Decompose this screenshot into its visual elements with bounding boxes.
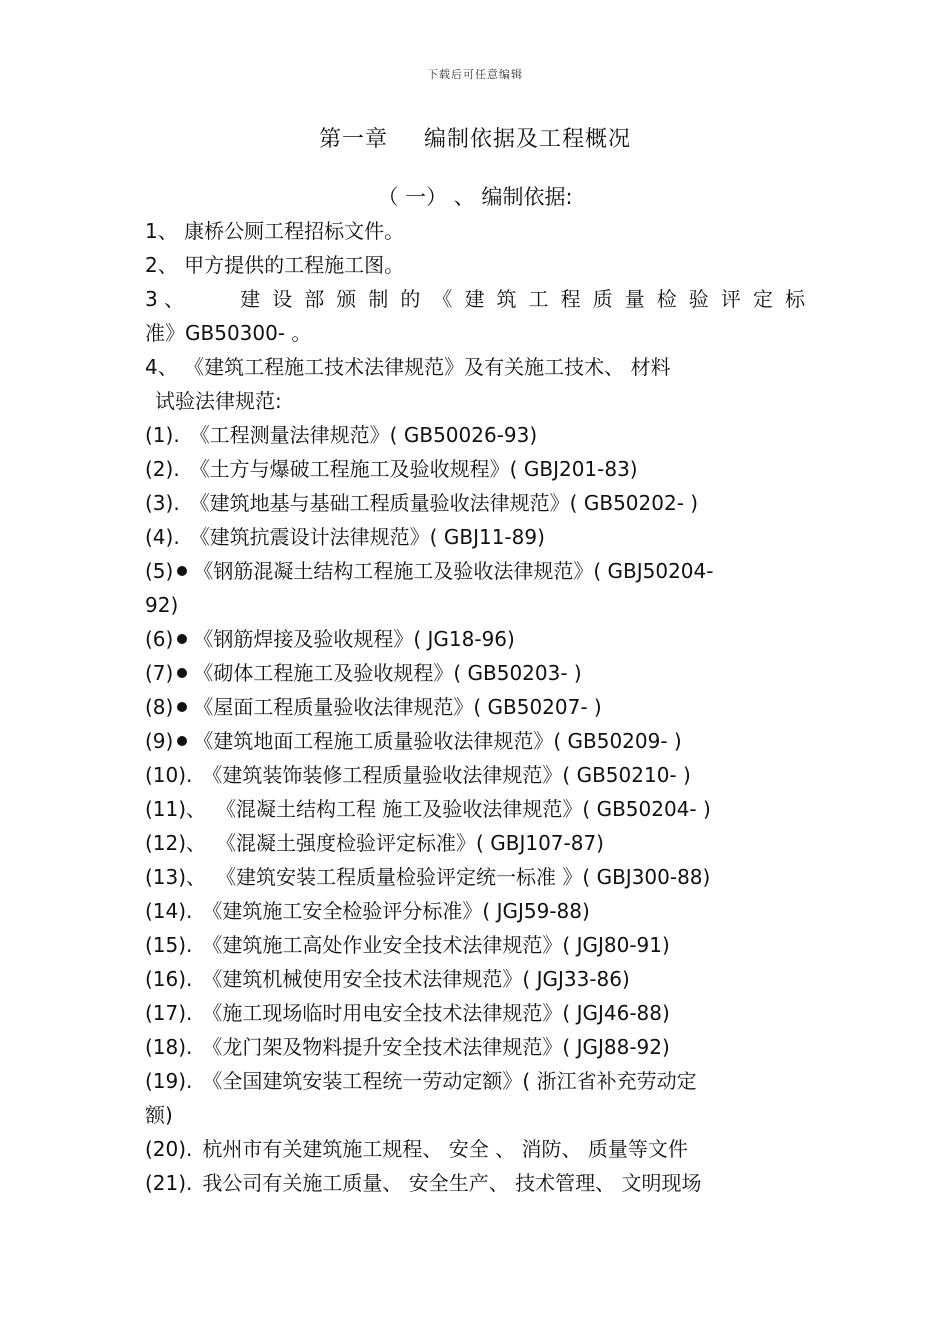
standard-number: (7) — [145, 661, 174, 685]
standard-text: 《混凝土强度检验评定标准》( GBJ107-87) — [216, 831, 604, 855]
item-3-char: 验 — [688, 287, 709, 311]
standard-text: 《全国建筑安装工程统一劳动定额》( 浙江省补充劳动定 — [202, 1069, 697, 1093]
standard-text: 杭州市有关建筑施工规程、 安全 、 消防、 质量等文件 — [202, 1137, 688, 1161]
standard-text: 《钢筋混凝土结构工程施工及验收法律规范》( GBJ50204- — [193, 559, 714, 583]
standard-text: 《建筑地基与基础工程质量验收法律规范》( GB50202- ) — [189, 491, 699, 515]
standard-number: (18). — [145, 1035, 193, 1059]
standard-text: 《建筑地面工程施工质量验收法律规范》( GB50209- ) — [193, 729, 682, 753]
standard-item — [145, 554, 810, 588]
chapter-title — [0, 122, 950, 153]
bullet-icon — [177, 702, 187, 712]
standard-item — [145, 1064, 810, 1098]
item-3-char: 部 — [304, 287, 325, 311]
item-3-char: 检 — [656, 287, 677, 311]
standard-number: (16). — [145, 967, 193, 991]
standard-item — [145, 486, 810, 520]
standard-item — [145, 962, 810, 996]
standard-item — [145, 520, 810, 554]
standard-number: (11)、 — [145, 797, 207, 821]
standard-text: 《施工现场临时用电安全技术法律规范》( JGJ46-88) — [202, 1001, 670, 1025]
standard-item — [145, 1030, 810, 1064]
item-3-char: 工 — [528, 287, 549, 311]
item-3-char: 程 — [560, 287, 581, 311]
item-3-char: 量 — [624, 287, 645, 311]
standard-continuation: 额) — [145, 1103, 173, 1127]
chapter-heading: 编制依据及工程概况 — [424, 127, 632, 152]
standard-number: (20). — [145, 1137, 193, 1161]
standard-item — [145, 656, 810, 690]
standard-item — [145, 622, 810, 656]
standard-text: 我公司有关施工质量、 安全生产、 技术管理、 文明现场 — [202, 1171, 702, 1195]
header-note: 下载后可任意编辑 — [427, 68, 523, 81]
standard-number: (1). — [145, 423, 180, 447]
item-3-char: 颁 — [336, 287, 357, 311]
standard-item — [145, 1166, 810, 1200]
item-3-char: 建 — [464, 287, 485, 311]
item-4-line-1: 4、 《建筑工程施工技术法律规范》及有关施工技术、 材料 — [145, 355, 671, 379]
standard-text: 《砌体工程施工及验收规程》( GB50203- ) — [193, 661, 582, 685]
standard-text: 《混凝土结构工程 施工及验收法律规范》( GB50204- ) — [216, 797, 711, 821]
standard-item — [145, 928, 810, 962]
standard-text: 《龙门架及物料提升安全技术法律规范》( JGJ88-92) — [202, 1035, 670, 1059]
standard-item — [145, 452, 810, 486]
standards-list — [145, 418, 810, 1200]
section-title: （ 一） 、 编制依据: — [377, 185, 573, 209]
standard-text: 《屋面工程质量验收法律规范》( GB50207- ) — [193, 695, 602, 719]
standard-text: 《建筑施工安全检验评分标准》( JGJ59-88) — [202, 899, 590, 923]
standard-text: 《建筑抗震设计法律规范》( GBJ11-89) — [189, 525, 545, 549]
standard-number: (17). — [145, 1001, 193, 1025]
standard-item — [145, 996, 810, 1030]
item-2: 2、 甲方提供的工程施工图。 — [145, 253, 405, 277]
standard-number: (21). — [145, 1171, 193, 1195]
standard-number: (4). — [145, 525, 180, 549]
standard-item — [145, 418, 810, 452]
standard-number: (8) — [145, 695, 174, 719]
standard-continuation: 92) — [145, 593, 179, 617]
standard-number: (5) — [145, 559, 174, 583]
standard-text: 《建筑施工高处作业安全技术法律规范》( JGJ80-91) — [202, 933, 670, 957]
standard-number: (19). — [145, 1069, 193, 1093]
item-3-char: 筑 — [496, 287, 517, 311]
item-3-char: 定 — [752, 287, 773, 311]
standard-number: (15). — [145, 933, 193, 957]
standard-number: (3). — [145, 491, 180, 515]
item-3-line-1 — [145, 282, 805, 316]
bullet-icon — [177, 634, 187, 644]
standard-item — [145, 758, 810, 792]
item-3-char: 评 — [720, 287, 741, 311]
bullet-icon — [177, 566, 187, 576]
standard-text: 《建筑安装工程质量检验评定统一标准 》( GBJ300-88) — [216, 865, 711, 889]
item-3-char: 建 — [240, 287, 261, 311]
standard-text: 《建筑机械使用安全技术法律规范》( JGJ33-86) — [202, 967, 630, 991]
item-3-line-2: 准》GB50300- 。 — [145, 321, 312, 345]
standard-item — [145, 826, 810, 860]
standard-text: 《土方与爆破工程施工及验收规程》( GBJ201-83) — [189, 457, 638, 481]
bullet-icon — [177, 668, 187, 678]
standard-item — [145, 792, 810, 826]
body-text — [145, 214, 810, 1200]
standard-item — [145, 724, 810, 758]
item-3-char: 标 — [784, 287, 805, 311]
standard-item — [145, 894, 810, 928]
item-3-char: 《 — [432, 287, 453, 311]
standard-text: 《钢筋焊接及验收规程》( JG18-96) — [193, 627, 515, 651]
standard-number: (2). — [145, 457, 180, 481]
standard-number: (9) — [145, 729, 174, 753]
standard-item — [145, 1132, 810, 1166]
bullet-icon — [177, 736, 187, 746]
chapter-label: 第一章 — [318, 127, 388, 152]
item-4-line-2: 试验法律规范: — [155, 389, 282, 413]
item-3-char: 设 — [272, 287, 293, 311]
standard-text: 《建筑装饰装修工程质量验收法律规范》( GB50210- ) — [202, 763, 691, 787]
item-3-number: 3 、 — [145, 287, 185, 311]
standard-number: (14). — [145, 899, 193, 923]
standard-text: 《工程测量法律规范》( GB50026-93) — [189, 423, 538, 447]
standard-number: (13)、 — [145, 865, 207, 889]
standard-number: (10). — [145, 763, 193, 787]
item-3-char: 制 — [368, 287, 389, 311]
standard-item — [145, 860, 810, 894]
standard-number: (6) — [145, 627, 174, 651]
item-3-char: 的 — [400, 287, 421, 311]
standard-number: (12)、 — [145, 831, 207, 855]
standard-item — [145, 690, 810, 724]
item-3-char: 质 — [592, 287, 613, 311]
item-1: 1、 康桥公厕工程招标文件。 — [145, 219, 405, 243]
